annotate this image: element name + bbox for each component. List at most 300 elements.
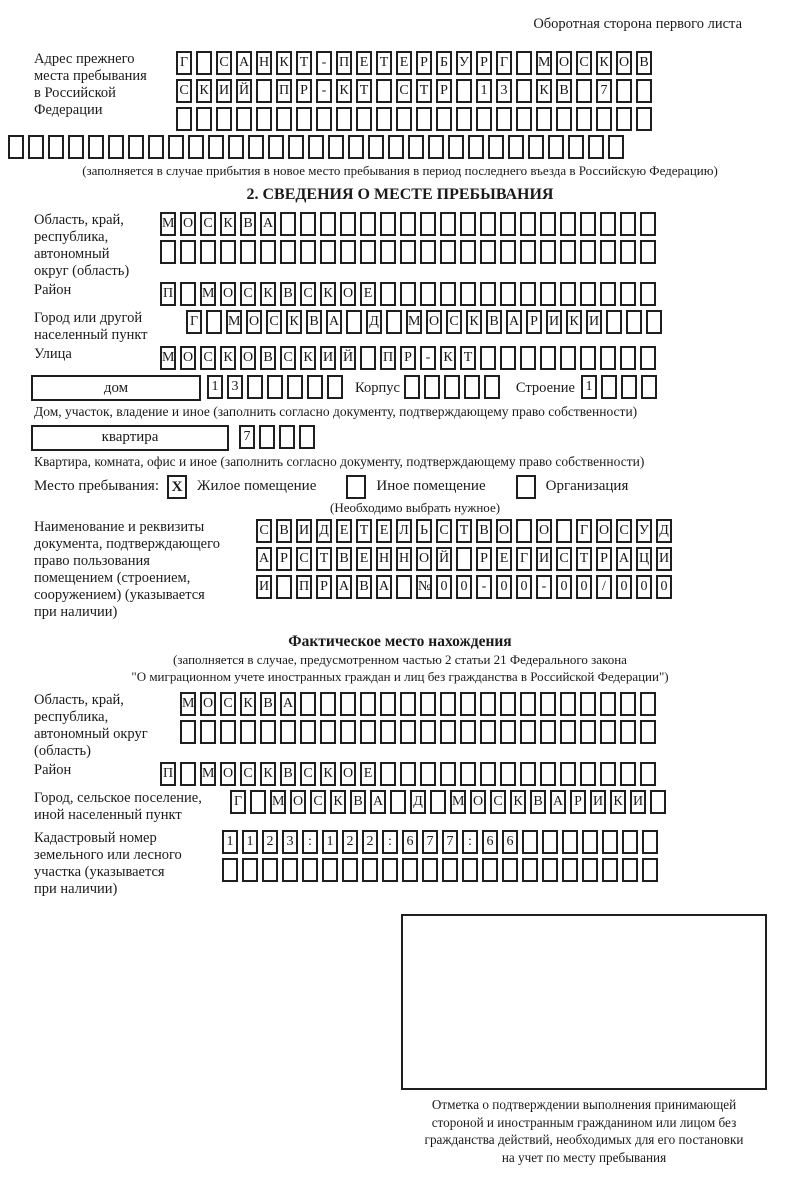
- char-box[interactable]: [300, 240, 316, 264]
- char-box[interactable]: 1: [242, 830, 258, 854]
- char-box[interactable]: [556, 519, 572, 543]
- char-box[interactable]: [48, 135, 64, 159]
- char-box[interactable]: Н: [376, 547, 392, 571]
- char-box[interactable]: [480, 692, 496, 716]
- char-box[interactable]: [248, 135, 264, 159]
- char-box[interactable]: [500, 212, 516, 236]
- char-box[interactable]: [542, 830, 558, 854]
- char-box[interactable]: С: [396, 79, 412, 103]
- char-box[interactable]: Е: [336, 519, 352, 543]
- char-box[interactable]: [128, 135, 144, 159]
- char-box[interactable]: 1: [322, 830, 338, 854]
- char-box[interactable]: О: [180, 212, 196, 236]
- char-box[interactable]: 7: [239, 425, 255, 449]
- char-box[interactable]: /: [596, 575, 612, 599]
- char-box[interactable]: Ц: [636, 547, 652, 571]
- char-box[interactable]: 0: [516, 575, 532, 599]
- char-box[interactable]: [436, 107, 452, 131]
- char-box[interactable]: К: [276, 51, 292, 75]
- char-box[interactable]: [460, 720, 476, 744]
- char-box[interactable]: [516, 51, 532, 75]
- char-box[interactable]: [560, 346, 576, 370]
- char-box[interactable]: [596, 107, 612, 131]
- char-box[interactable]: [168, 135, 184, 159]
- char-box[interactable]: А: [550, 790, 566, 814]
- char-box[interactable]: В: [486, 310, 502, 334]
- char-box[interactable]: М: [450, 790, 466, 814]
- char-box[interactable]: О: [556, 51, 572, 75]
- char-box[interactable]: [28, 135, 44, 159]
- char-box[interactable]: [540, 692, 556, 716]
- char-box[interactable]: [640, 282, 656, 306]
- char-box[interactable]: [440, 692, 456, 716]
- char-box[interactable]: Т: [456, 519, 472, 543]
- char-box[interactable]: [600, 282, 616, 306]
- char-box[interactable]: [380, 212, 396, 236]
- char-box[interactable]: [220, 240, 236, 264]
- char-box[interactable]: [640, 692, 656, 716]
- char-box[interactable]: В: [636, 51, 652, 75]
- char-box[interactable]: [560, 212, 576, 236]
- char-box[interactable]: Т: [296, 51, 312, 75]
- char-box[interactable]: Е: [356, 547, 372, 571]
- char-box[interactable]: [440, 720, 456, 744]
- char-box[interactable]: М: [160, 212, 176, 236]
- char-box[interactable]: А: [326, 310, 342, 334]
- char-box[interactable]: 1: [476, 79, 492, 103]
- char-box[interactable]: [346, 310, 362, 334]
- char-box[interactable]: В: [556, 79, 572, 103]
- char-box[interactable]: [448, 135, 464, 159]
- char-box[interactable]: [340, 212, 356, 236]
- char-box[interactable]: №: [416, 575, 432, 599]
- char-box[interactable]: В: [306, 310, 322, 334]
- char-box[interactable]: [456, 547, 472, 571]
- char-box[interactable]: [404, 375, 420, 399]
- char-box[interactable]: -: [476, 575, 492, 599]
- char-box[interactable]: [621, 375, 637, 399]
- char-box[interactable]: [216, 107, 232, 131]
- char-box[interactable]: К: [286, 310, 302, 334]
- char-box[interactable]: К: [300, 346, 316, 370]
- char-box[interactable]: 7: [596, 79, 612, 103]
- char-box[interactable]: Т: [576, 547, 592, 571]
- char-box[interactable]: Е: [496, 547, 512, 571]
- char-box[interactable]: [380, 720, 396, 744]
- char-box[interactable]: [562, 858, 578, 882]
- char-box[interactable]: О: [596, 519, 612, 543]
- char-box[interactable]: И: [590, 790, 606, 814]
- char-box[interactable]: Т: [356, 79, 372, 103]
- char-box[interactable]: [299, 425, 315, 449]
- char-box[interactable]: К: [220, 346, 236, 370]
- char-box[interactable]: [540, 212, 556, 236]
- char-box[interactable]: [88, 135, 104, 159]
- char-box[interactable]: [440, 212, 456, 236]
- char-box[interactable]: [180, 720, 196, 744]
- char-box[interactable]: [336, 107, 352, 131]
- char-box[interactable]: [600, 212, 616, 236]
- char-box[interactable]: [580, 282, 596, 306]
- char-box[interactable]: [636, 79, 652, 103]
- char-box[interactable]: [422, 858, 438, 882]
- char-box[interactable]: О: [200, 692, 216, 716]
- char-box[interactable]: Р: [400, 346, 416, 370]
- char-box[interactable]: [440, 282, 456, 306]
- char-box[interactable]: [259, 425, 275, 449]
- char-box[interactable]: [408, 135, 424, 159]
- char-box[interactable]: [400, 762, 416, 786]
- char-box[interactable]: Е: [360, 282, 376, 306]
- char-box[interactable]: [256, 107, 272, 131]
- char-box[interactable]: К: [260, 282, 276, 306]
- char-box[interactable]: С: [296, 547, 312, 571]
- char-box[interactable]: У: [456, 51, 472, 75]
- char-box[interactable]: М: [536, 51, 552, 75]
- char-box[interactable]: [500, 720, 516, 744]
- char-box[interactable]: В: [356, 575, 372, 599]
- char-box[interactable]: [608, 135, 624, 159]
- char-box[interactable]: [460, 282, 476, 306]
- char-box[interactable]: [622, 858, 638, 882]
- char-box[interactable]: Р: [416, 51, 432, 75]
- char-box[interactable]: [360, 346, 376, 370]
- char-box[interactable]: [267, 375, 283, 399]
- char-box[interactable]: Р: [476, 547, 492, 571]
- checkbox-organization[interactable]: [516, 475, 536, 499]
- char-box[interactable]: [236, 107, 252, 131]
- char-box[interactable]: И: [546, 310, 562, 334]
- char-box[interactable]: [640, 720, 656, 744]
- char-box[interactable]: Е: [396, 51, 412, 75]
- char-box[interactable]: [482, 858, 498, 882]
- char-box[interactable]: [148, 135, 164, 159]
- char-box[interactable]: С: [240, 282, 256, 306]
- char-box[interactable]: [580, 346, 596, 370]
- char-box[interactable]: [616, 79, 632, 103]
- char-box[interactable]: М: [180, 692, 196, 716]
- char-box[interactable]: [222, 858, 238, 882]
- char-box[interactable]: [620, 282, 636, 306]
- char-box[interactable]: В: [280, 762, 296, 786]
- char-box[interactable]: А: [370, 790, 386, 814]
- char-box[interactable]: [580, 212, 596, 236]
- char-box[interactable]: [108, 135, 124, 159]
- char-box[interactable]: [400, 282, 416, 306]
- char-box[interactable]: [580, 762, 596, 786]
- char-box[interactable]: [250, 790, 266, 814]
- char-box[interactable]: Й: [436, 547, 452, 571]
- char-box[interactable]: [522, 858, 538, 882]
- char-box[interactable]: [386, 310, 402, 334]
- char-box[interactable]: [540, 346, 556, 370]
- char-box[interactable]: [582, 858, 598, 882]
- char-box[interactable]: [380, 240, 396, 264]
- char-box[interactable]: [480, 720, 496, 744]
- char-box[interactable]: С: [200, 212, 216, 236]
- char-box[interactable]: [280, 720, 296, 744]
- char-box[interactable]: [560, 762, 576, 786]
- char-box[interactable]: К: [330, 790, 346, 814]
- char-box[interactable]: [560, 240, 576, 264]
- char-box[interactable]: [276, 107, 292, 131]
- char-box[interactable]: Л: [396, 519, 412, 543]
- char-box[interactable]: [460, 212, 476, 236]
- char-box[interactable]: Ь: [416, 519, 432, 543]
- char-box[interactable]: [620, 692, 636, 716]
- char-box[interactable]: [464, 375, 480, 399]
- char-box[interactable]: [260, 240, 276, 264]
- char-box[interactable]: [396, 107, 412, 131]
- char-box[interactable]: С: [300, 282, 316, 306]
- char-box[interactable]: [320, 692, 336, 716]
- char-box[interactable]: [380, 692, 396, 716]
- char-box[interactable]: Р: [276, 547, 292, 571]
- char-box[interactable]: [316, 107, 332, 131]
- char-box[interactable]: [480, 212, 496, 236]
- char-box[interactable]: 1: [222, 830, 238, 854]
- char-box[interactable]: И: [296, 519, 312, 543]
- char-box[interactable]: М: [270, 790, 286, 814]
- char-box[interactable]: [642, 830, 658, 854]
- char-box[interactable]: [320, 240, 336, 264]
- char-box[interactable]: [360, 240, 376, 264]
- char-box[interactable]: О: [246, 310, 262, 334]
- char-box[interactable]: [616, 107, 632, 131]
- char-box[interactable]: [308, 135, 324, 159]
- char-box[interactable]: [600, 240, 616, 264]
- char-box[interactable]: [280, 212, 296, 236]
- char-box[interactable]: [556, 107, 572, 131]
- char-box[interactable]: В: [280, 282, 296, 306]
- char-box[interactable]: [462, 858, 478, 882]
- char-box[interactable]: А: [376, 575, 392, 599]
- char-box[interactable]: [626, 310, 642, 334]
- char-box[interactable]: :: [302, 830, 318, 854]
- char-box[interactable]: Т: [460, 346, 476, 370]
- char-box[interactable]: [620, 720, 636, 744]
- char-box[interactable]: В: [350, 790, 366, 814]
- char-box[interactable]: В: [260, 346, 276, 370]
- char-box[interactable]: [520, 240, 536, 264]
- char-box[interactable]: [601, 375, 617, 399]
- char-box[interactable]: 3: [227, 375, 243, 399]
- checkbox-residential[interactable]: X: [167, 475, 187, 499]
- char-box[interactable]: [480, 282, 496, 306]
- char-box[interactable]: [576, 107, 592, 131]
- char-box[interactable]: С: [220, 692, 236, 716]
- char-box[interactable]: [488, 135, 504, 159]
- char-box[interactable]: О: [340, 282, 356, 306]
- char-box[interactable]: [456, 79, 472, 103]
- char-box[interactable]: [360, 720, 376, 744]
- char-box[interactable]: [288, 135, 304, 159]
- char-box[interactable]: [348, 135, 364, 159]
- char-box[interactable]: [196, 51, 212, 75]
- char-box[interactable]: [300, 212, 316, 236]
- char-box[interactable]: [420, 240, 436, 264]
- char-box[interactable]: [540, 762, 556, 786]
- char-box[interactable]: [376, 79, 392, 103]
- char-box[interactable]: [256, 79, 272, 103]
- char-box[interactable]: 6: [482, 830, 498, 854]
- char-box[interactable]: [640, 346, 656, 370]
- char-box[interactable]: М: [200, 282, 216, 306]
- char-box[interactable]: [484, 375, 500, 399]
- char-box[interactable]: [520, 212, 536, 236]
- char-box[interactable]: [68, 135, 84, 159]
- char-box[interactable]: [327, 375, 343, 399]
- char-box[interactable]: С: [436, 519, 452, 543]
- char-box[interactable]: 7: [442, 830, 458, 854]
- char-box[interactable]: [508, 135, 524, 159]
- char-box[interactable]: [380, 282, 396, 306]
- char-box[interactable]: [340, 240, 356, 264]
- char-box[interactable]: [520, 720, 536, 744]
- char-box[interactable]: 7: [422, 830, 438, 854]
- char-box[interactable]: [548, 135, 564, 159]
- char-box[interactable]: С: [240, 762, 256, 786]
- char-box[interactable]: [200, 720, 216, 744]
- char-box[interactable]: [582, 830, 598, 854]
- char-box[interactable]: [580, 240, 596, 264]
- char-box[interactable]: [400, 720, 416, 744]
- char-box[interactable]: [520, 692, 536, 716]
- char-box[interactable]: -: [316, 51, 332, 75]
- char-box[interactable]: С: [446, 310, 462, 334]
- char-box[interactable]: К: [320, 282, 336, 306]
- char-box[interactable]: 0: [436, 575, 452, 599]
- char-box[interactable]: 1: [581, 375, 597, 399]
- char-box[interactable]: К: [566, 310, 582, 334]
- char-box[interactable]: Р: [316, 575, 332, 599]
- char-box[interactable]: Р: [436, 79, 452, 103]
- char-box[interactable]: [620, 762, 636, 786]
- char-box[interactable]: С: [176, 79, 192, 103]
- char-box[interactable]: [340, 692, 356, 716]
- char-box[interactable]: [522, 830, 538, 854]
- char-box[interactable]: Р: [596, 547, 612, 571]
- char-box[interactable]: 1: [207, 375, 223, 399]
- char-box[interactable]: [402, 858, 418, 882]
- char-box[interactable]: Р: [296, 79, 312, 103]
- char-box[interactable]: А: [260, 212, 276, 236]
- char-box[interactable]: С: [310, 790, 326, 814]
- char-box[interactable]: И: [256, 575, 272, 599]
- char-box[interactable]: И: [656, 547, 672, 571]
- char-box[interactable]: [640, 240, 656, 264]
- char-box[interactable]: [442, 858, 458, 882]
- char-box[interactable]: И: [216, 79, 232, 103]
- char-box[interactable]: Д: [410, 790, 426, 814]
- char-box[interactable]: Т: [356, 519, 372, 543]
- char-box[interactable]: [287, 375, 303, 399]
- char-box[interactable]: К: [510, 790, 526, 814]
- char-box[interactable]: А: [280, 692, 296, 716]
- char-box[interactable]: У: [636, 519, 652, 543]
- char-box[interactable]: [300, 720, 316, 744]
- char-box[interactable]: 0: [456, 575, 472, 599]
- char-box[interactable]: [620, 240, 636, 264]
- char-box[interactable]: 0: [556, 575, 572, 599]
- char-box[interactable]: Г: [186, 310, 202, 334]
- char-box[interactable]: [528, 135, 544, 159]
- char-box[interactable]: [362, 858, 378, 882]
- char-box[interactable]: [320, 720, 336, 744]
- char-box[interactable]: [560, 692, 576, 716]
- char-box[interactable]: П: [296, 575, 312, 599]
- char-box[interactable]: О: [220, 762, 236, 786]
- char-box[interactable]: [420, 212, 436, 236]
- char-box[interactable]: [328, 135, 344, 159]
- char-box[interactable]: [580, 692, 596, 716]
- char-box[interactable]: [580, 720, 596, 744]
- char-box[interactable]: [302, 858, 318, 882]
- char-box[interactable]: Д: [656, 519, 672, 543]
- char-box[interactable]: Й: [236, 79, 252, 103]
- char-box[interactable]: [480, 346, 496, 370]
- char-box[interactable]: [416, 107, 432, 131]
- char-box[interactable]: [600, 692, 616, 716]
- char-box[interactable]: В: [260, 692, 276, 716]
- char-box[interactable]: Д: [316, 519, 332, 543]
- char-box[interactable]: 2: [362, 830, 378, 854]
- char-box[interactable]: [242, 858, 258, 882]
- char-box[interactable]: [440, 762, 456, 786]
- char-box[interactable]: [296, 107, 312, 131]
- char-box[interactable]: [228, 135, 244, 159]
- char-box[interactable]: [340, 720, 356, 744]
- char-box[interactable]: -: [316, 79, 332, 103]
- char-box[interactable]: И: [586, 310, 602, 334]
- char-box[interactable]: Т: [376, 51, 392, 75]
- char-box[interactable]: [360, 212, 376, 236]
- char-box[interactable]: [176, 107, 192, 131]
- char-box[interactable]: И: [630, 790, 646, 814]
- char-box[interactable]: [516, 79, 532, 103]
- char-box[interactable]: С: [616, 519, 632, 543]
- char-box[interactable]: Е: [356, 51, 372, 75]
- char-box[interactable]: [322, 858, 338, 882]
- char-box[interactable]: В: [476, 519, 492, 543]
- char-box[interactable]: [276, 575, 292, 599]
- char-box[interactable]: В: [240, 212, 256, 236]
- char-box[interactable]: [396, 575, 412, 599]
- char-box[interactable]: [360, 692, 376, 716]
- char-box[interactable]: [240, 240, 256, 264]
- char-box[interactable]: [400, 692, 416, 716]
- char-box[interactable]: [560, 720, 576, 744]
- char-box[interactable]: П: [380, 346, 396, 370]
- char-box[interactable]: [600, 720, 616, 744]
- char-box[interactable]: П: [336, 51, 352, 75]
- char-box[interactable]: К: [220, 212, 236, 236]
- char-box[interactable]: И: [536, 547, 552, 571]
- char-box[interactable]: Г: [176, 51, 192, 75]
- char-box[interactable]: [500, 692, 516, 716]
- char-box[interactable]: К: [336, 79, 352, 103]
- char-box[interactable]: А: [256, 547, 272, 571]
- char-box[interactable]: [390, 790, 406, 814]
- char-box[interactable]: [247, 375, 263, 399]
- char-box[interactable]: О: [470, 790, 486, 814]
- char-box[interactable]: 0: [656, 575, 672, 599]
- char-box[interactable]: К: [610, 790, 626, 814]
- char-box[interactable]: В: [276, 519, 292, 543]
- char-box[interactable]: О: [496, 519, 512, 543]
- char-box[interactable]: [400, 212, 416, 236]
- char-box[interactable]: [420, 282, 436, 306]
